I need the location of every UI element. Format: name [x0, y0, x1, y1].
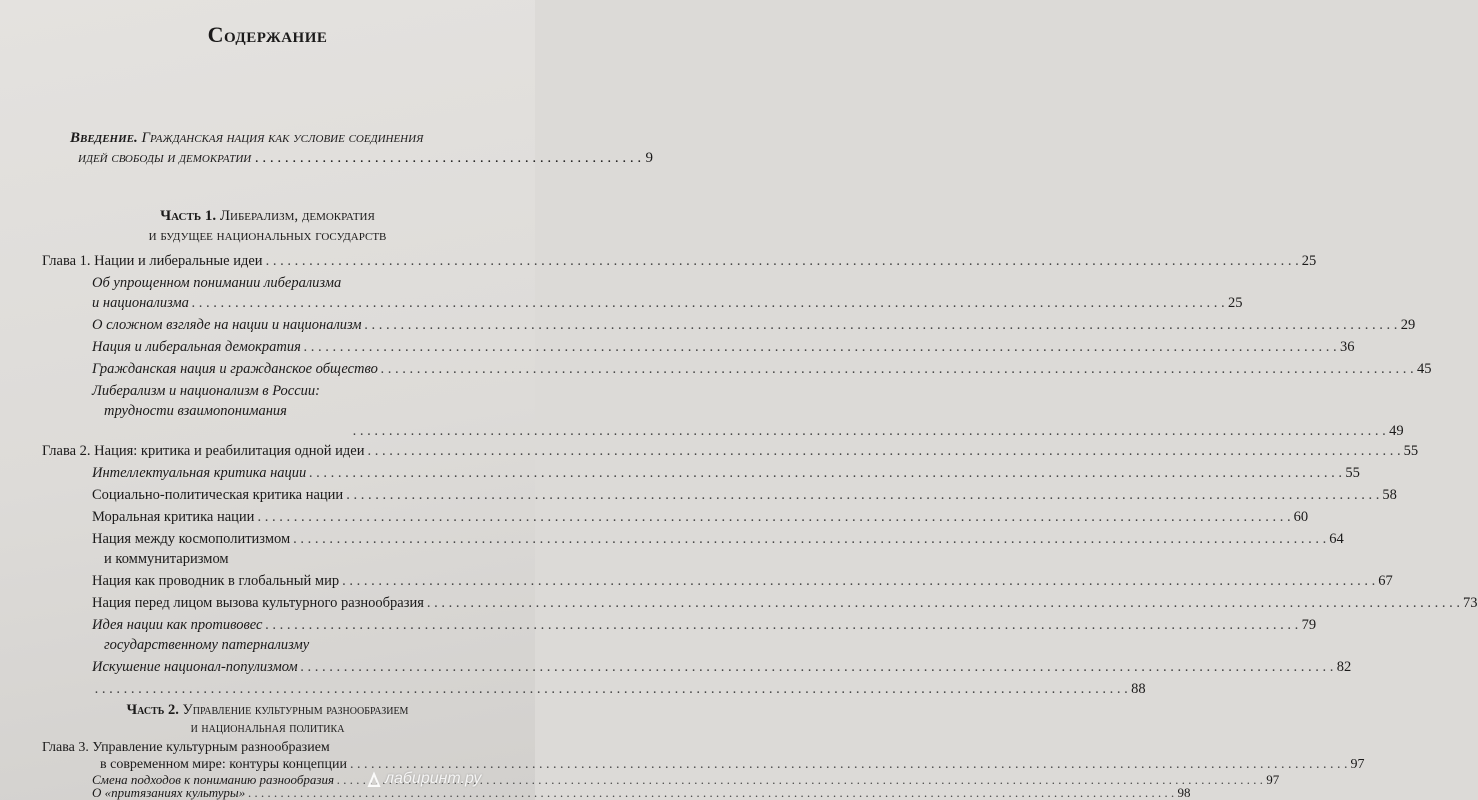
dot-leader: [309, 464, 1342, 482]
ch1-sec1-page: 29: [1400, 317, 1416, 333]
ch1-sec4-line1: Либерализм и национализм в России:: [92, 383, 321, 399]
dot-leader: [367, 442, 1400, 460]
ch2-sec3-page: 64: [1329, 531, 1344, 547]
intro-dot-leader: . . . . . . . . . . . . . . . . . . . . . . . . . . . . . . . . . . . . . . . . . . . . . . . . . . . .: [255, 150, 642, 166]
part1-heading: [0, 206, 535, 246]
ch2-sec3-entry: [92, 530, 1344, 548]
dot-leader: [265, 616, 1298, 634]
intro-line2: идей свободы и демократии: [78, 150, 252, 166]
ch2-sec6-line1: Идея нации как противовес: [92, 617, 263, 633]
ch2-sec3-line1: Нация между космополитизмом: [92, 531, 291, 547]
chapter3-line1: Глава 3. Управление культурным разнообразием: [42, 740, 330, 755]
chapter1-page: 25: [1301, 253, 1317, 269]
ch1-sec2-entry: [92, 338, 1355, 356]
part2-num: Часть 2.: [126, 702, 179, 718]
dot-leader: [266, 252, 1299, 270]
ch2-sec6-entry: [92, 616, 1317, 634]
ch1-sec1-title: О сложном взгляде на нации и национализм: [92, 317, 362, 333]
ch2-sec1-entry: [92, 486, 1397, 504]
ch1-sec2-page: 36: [1339, 339, 1355, 355]
ch1-sec0-entry: [92, 294, 1243, 312]
dot-leader: [293, 530, 1326, 548]
part1-line1: Либерализм, демократия: [219, 208, 375, 224]
ch1-sec0-line1: Об упрощенном понимании либерализма: [92, 275, 342, 291]
page-title: Содержание: [207, 22, 328, 47]
chapter1-title: Глава 1. Нации и либеральные идеи: [42, 253, 263, 269]
ch2-sec6-line2: государственному патернализму: [104, 637, 310, 653]
ch2-sec4-page: 67: [1378, 573, 1393, 589]
ch2-sec5-entry: [92, 594, 1478, 612]
ch2-sec2-entry: [92, 508, 1309, 526]
ch2-sec8-page: 88: [1131, 681, 1146, 697]
ch1-sec3-page: 45: [1416, 361, 1432, 377]
chapter3-line2: в современном мире: контуры концепции: [100, 757, 347, 772]
intro-page: 9: [645, 150, 653, 166]
chapter2-entry: [42, 442, 1419, 460]
ch1-sec3-entry: [92, 360, 1432, 378]
part1-num: Часть 1.: [160, 208, 217, 224]
ch3-sec0-title: Смена подходов к пониманию разнообразия: [92, 772, 335, 787]
ch1-sec4-line2: трудности взаимопонимания: [104, 403, 287, 419]
ch2-sec1-title: Социально-политическая критика нации: [92, 487, 344, 503]
ch3-sec1-page: 98: [1177, 785, 1191, 800]
chapter2-page: 55: [1403, 443, 1419, 459]
part1-line2: и будущее национальных государств: [148, 228, 387, 244]
ch2-sec2-page: 60: [1293, 509, 1309, 525]
ch2-sec7-entry: [92, 658, 1352, 676]
intro-entry: [70, 128, 653, 168]
chapter3-page: 97: [1350, 757, 1365, 772]
ch2-sec0-entry: [92, 464, 1360, 482]
ch1-sec1-entry: [92, 316, 1416, 334]
ch1-sec4-entry: [350, 422, 1404, 440]
intro-line1: Гражданская нация как условие соединения: [141, 130, 424, 146]
dot-leader: [257, 508, 1290, 526]
ch3-sec0-page: 97: [1266, 772, 1280, 787]
dot-leader: [192, 294, 1225, 312]
ch2-sec7-title: Искушение национал-популизмом: [92, 659, 298, 675]
ch1-sec0-page: 25: [1228, 295, 1243, 311]
ch1-sec0-line2: и национализма: [92, 295, 189, 311]
ch2-sec5-title: Нация перед лицом вызова культурного разнообразия: [92, 595, 424, 611]
ch1-sec4-page: 49: [1389, 423, 1404, 439]
ch2-sec4-entry: [92, 572, 1393, 590]
ch2-sec0-title: Интеллектуальная критика нации: [92, 465, 307, 481]
dot-leader: [346, 486, 1379, 504]
intro-lead: Введение.: [70, 130, 138, 146]
ch2-sec5-page: 73: [1463, 595, 1478, 611]
ch2-sec0-page: 55: [1345, 465, 1360, 481]
ch2-sec2-title: Моральная критика нации: [92, 509, 255, 525]
ch1-sec2-title: Нация и либеральная демократия: [92, 339, 301, 355]
dot-leader: [381, 360, 1414, 378]
dot-leader: [365, 316, 1398, 334]
dot-leader: [342, 572, 1375, 590]
part2-heading: [0, 700, 535, 720]
chapter2-title: Глава 2. Нация: критика и реабилитация одной идеи: [42, 443, 365, 459]
watermark-text: лабиринт.ру: [385, 770, 482, 787]
dot-leader: [301, 658, 1334, 676]
part2-line1: Управление культурным разнообразием: [182, 702, 409, 718]
dot-leader: [304, 338, 1337, 356]
dot-leader: [95, 680, 1128, 698]
ch2-sec1-page: 58: [1382, 487, 1397, 503]
ch3-sec1-title: О «притязаниях культуры»: [92, 785, 246, 800]
chapter1-entry: [42, 252, 1317, 270]
part2-line2: и национальная политика: [190, 720, 345, 736]
ch1-sec3-title: Гражданская нация и гражданское общество: [92, 361, 378, 377]
ch2-sec6-page: 79: [1301, 617, 1317, 633]
ch2-sec8-entry: [92, 680, 1146, 698]
dot-leader: [353, 422, 1386, 440]
ch2-sec7-page: 82: [1336, 659, 1352, 675]
ch2-sec3-line2: и коммунитаризмом: [104, 551, 229, 567]
dot-leader: [427, 594, 1460, 612]
ch2-sec4-title: Нация как проводник в глобальный мир: [92, 573, 340, 589]
